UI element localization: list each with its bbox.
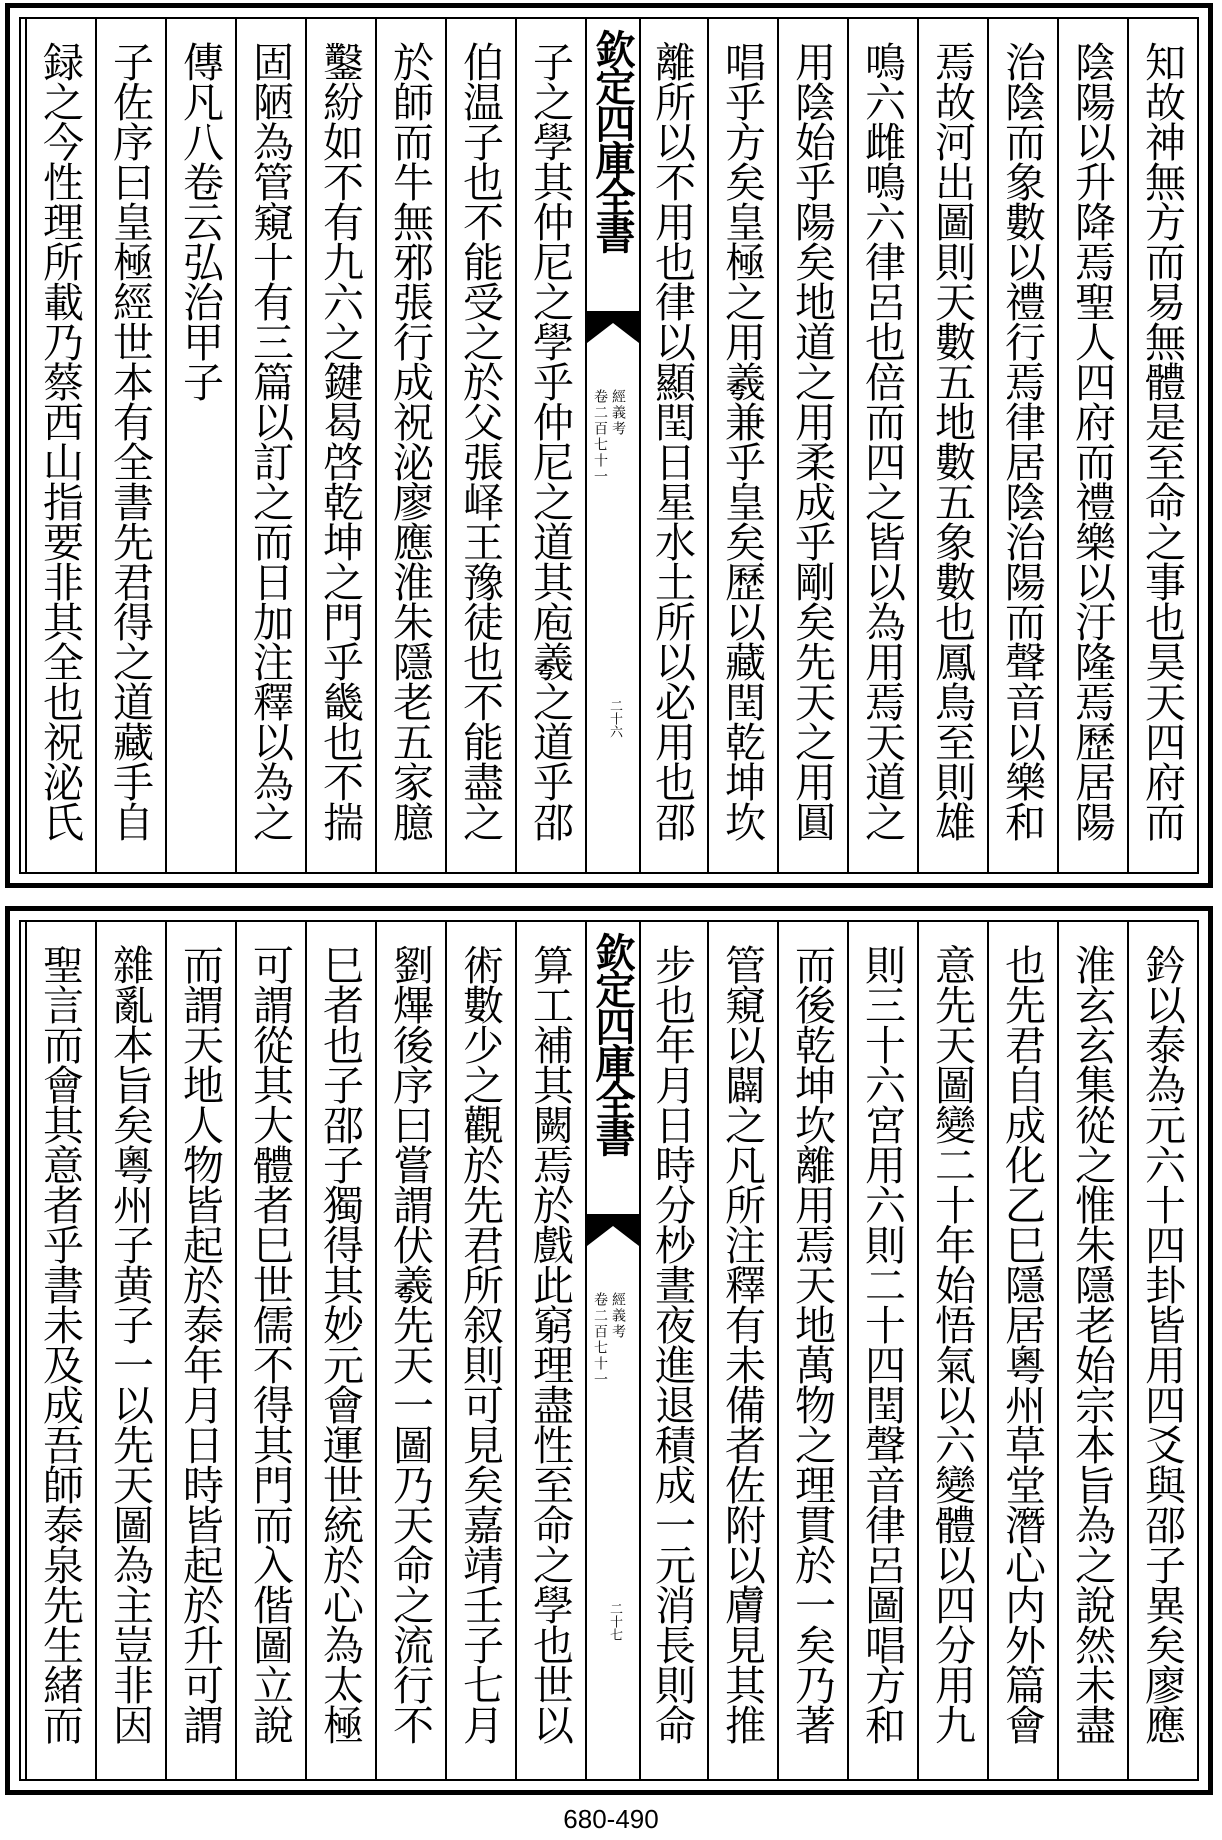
volume-info (591, 1292, 627, 1388)
column-text: 鳴六雌鳴六律呂也倍而四之皆以為用焉天道之 (858, 41, 906, 841)
column-text: 知故神無方而易無體是至命之事也昊天四府而 (1138, 41, 1186, 841)
text-column (987, 922, 1057, 1779)
book-title: 欽定四庫全書 (589, 932, 636, 1154)
text-column (917, 19, 987, 872)
text-column (917, 922, 987, 1779)
text-column (445, 922, 515, 1779)
text-column (1127, 19, 1197, 872)
text-column (95, 19, 165, 872)
text-column (305, 922, 375, 1779)
text-column (515, 19, 585, 872)
column-text: 録之今性理所載乃蔡西山指要非其全也祝泌氏 (36, 41, 84, 841)
page-top-frame (19, 17, 1199, 874)
column-text: 術數少之觀於先君所叙則可見矣嘉靖壬子七月 (456, 944, 504, 1744)
column-text: 而後乾坤坎離用焉天地萬物之理貫於一矣乃著 (788, 944, 836, 1744)
column-text: 陰陽以升降焉聖人四府而禮樂以汙隆焉歷居陽 (1068, 41, 1116, 841)
text-column (305, 19, 375, 872)
column-text: 劉熚後序曰嘗謂伏羲先天一圖乃天命之流行不 (386, 944, 434, 1744)
column-text: 而謂天地人物皆起於泰年月日時皆起於升可謂 (176, 944, 224, 1744)
text-column (1127, 922, 1197, 1779)
column-text: 於師而牛無邪張行成祝泌廖應淮朱隱老五家臆 (386, 41, 434, 841)
text-column (25, 19, 95, 872)
text-column (25, 922, 95, 1779)
column-text: 鑿紛如不有九六之鍵曷啓乾坤之門乎畿也不揣 (316, 41, 364, 841)
volume-number: 卷二百七十一 (592, 1292, 608, 1388)
page-bottom-frame (19, 920, 1199, 1781)
book-title: 欽定四庫全書 (589, 29, 636, 251)
page-top (5, 3, 1213, 888)
text-column (777, 922, 847, 1779)
text-column (165, 19, 235, 872)
column-text: 步也年月日時分杪晝夜進退積成一元消長則命 (648, 944, 696, 1744)
folio-number: 二十七 (607, 1602, 622, 1641)
column-text: 鈐以泰為元六十四卦皆用四爻與邵子異矣廖應 (1138, 944, 1186, 1744)
column-text: 唱乎方矣皇極之用羲兼乎皇矣歷以藏閏乾坤坎 (718, 41, 766, 841)
text-column (1057, 19, 1127, 872)
center-strip-bottom (585, 922, 641, 1779)
book-name: 經義考 (610, 1292, 626, 1340)
column-text: 子佐序曰皇極經世本有全書先君得之道藏手自 (106, 41, 154, 841)
text-column (777, 19, 847, 872)
column-text: 算工補其闕焉於戲此窮理盡性至命之學也世以 (526, 944, 574, 1744)
text-column (637, 19, 707, 872)
text-column (445, 19, 515, 872)
fish-tail-mark (587, 309, 639, 345)
column-text: 管窺以闢之凡所注釋有未備者佐附以膚見其推 (718, 944, 766, 1744)
column-text: 焉故河出圖則天數五地數五象數也鳳鳥至則雄 (928, 41, 976, 841)
column-text: 固陋為管窺十有三篇以訂之而日加注釋以為之 (246, 41, 294, 841)
column-text: 聖言而會其意者乎書未及成吾師泰泉先生緒而 (36, 944, 84, 1744)
text-column (707, 19, 777, 872)
column-text: 用陰始乎陽矣地道之用柔成乎剛矣先天之用圓 (788, 41, 836, 841)
column-text: 淮玄玄集從之惟朱隱老始宗本旨為之說然未盡 (1068, 944, 1116, 1744)
column-text: 子之學其仲尼之學乎仲尼之道其庖羲之道乎邵 (526, 41, 574, 841)
text-column (375, 19, 445, 872)
volume-info (591, 389, 627, 485)
text-column (987, 19, 1057, 872)
text-column (847, 19, 917, 872)
volume-number: 卷二百七十一 (592, 389, 608, 485)
column-text: 傳凡八卷云弘治甲子 (176, 41, 224, 401)
text-column (235, 19, 305, 872)
column-text: 則三十六宮用六則二十四閏聲音律呂圖唱方和 (858, 944, 906, 1744)
book-name: 經義考 (610, 389, 626, 437)
text-column (1057, 922, 1127, 1779)
text-column (375, 922, 445, 1779)
text-column (95, 922, 165, 1779)
column-text: 也先君自成化乙巳隱居粵州草堂潛心内外篇會 (998, 944, 1046, 1744)
column-text: 雜亂本旨矣粵州子黄子一以先天圖為主豈非因 (106, 944, 154, 1744)
page-footer-number: 680-490 (563, 1804, 659, 1834)
text-column (847, 922, 917, 1779)
text-column (515, 922, 585, 1779)
text-column (165, 922, 235, 1779)
column-text: 治陰而象數以禮行焉律居陰治陽而聲音以樂和 (998, 41, 1046, 841)
column-text: 離所以不用也律以顯閏日星水土所以必用也邵 (648, 41, 696, 841)
fish-tail-mark (587, 1212, 639, 1248)
column-text: 巳者也子邵子獨得其妙元會運世統於心為太極 (316, 944, 364, 1744)
center-strip-top (585, 19, 641, 872)
column-text: 伯温子也不能受之於父張峄王豫徒也不能盡之 (456, 41, 504, 841)
text-column (707, 922, 777, 1779)
text-column (235, 922, 305, 1779)
column-text: 意先天圖變二十年始悟氣以六變體以四分用九 (928, 944, 976, 1744)
column-text: 可謂從其大體者巳世儒不得其門而入偕圖立說 (246, 944, 294, 1744)
page-bottom (5, 906, 1213, 1795)
text-column (637, 922, 707, 1779)
folio-number: 二十六 (607, 699, 622, 738)
